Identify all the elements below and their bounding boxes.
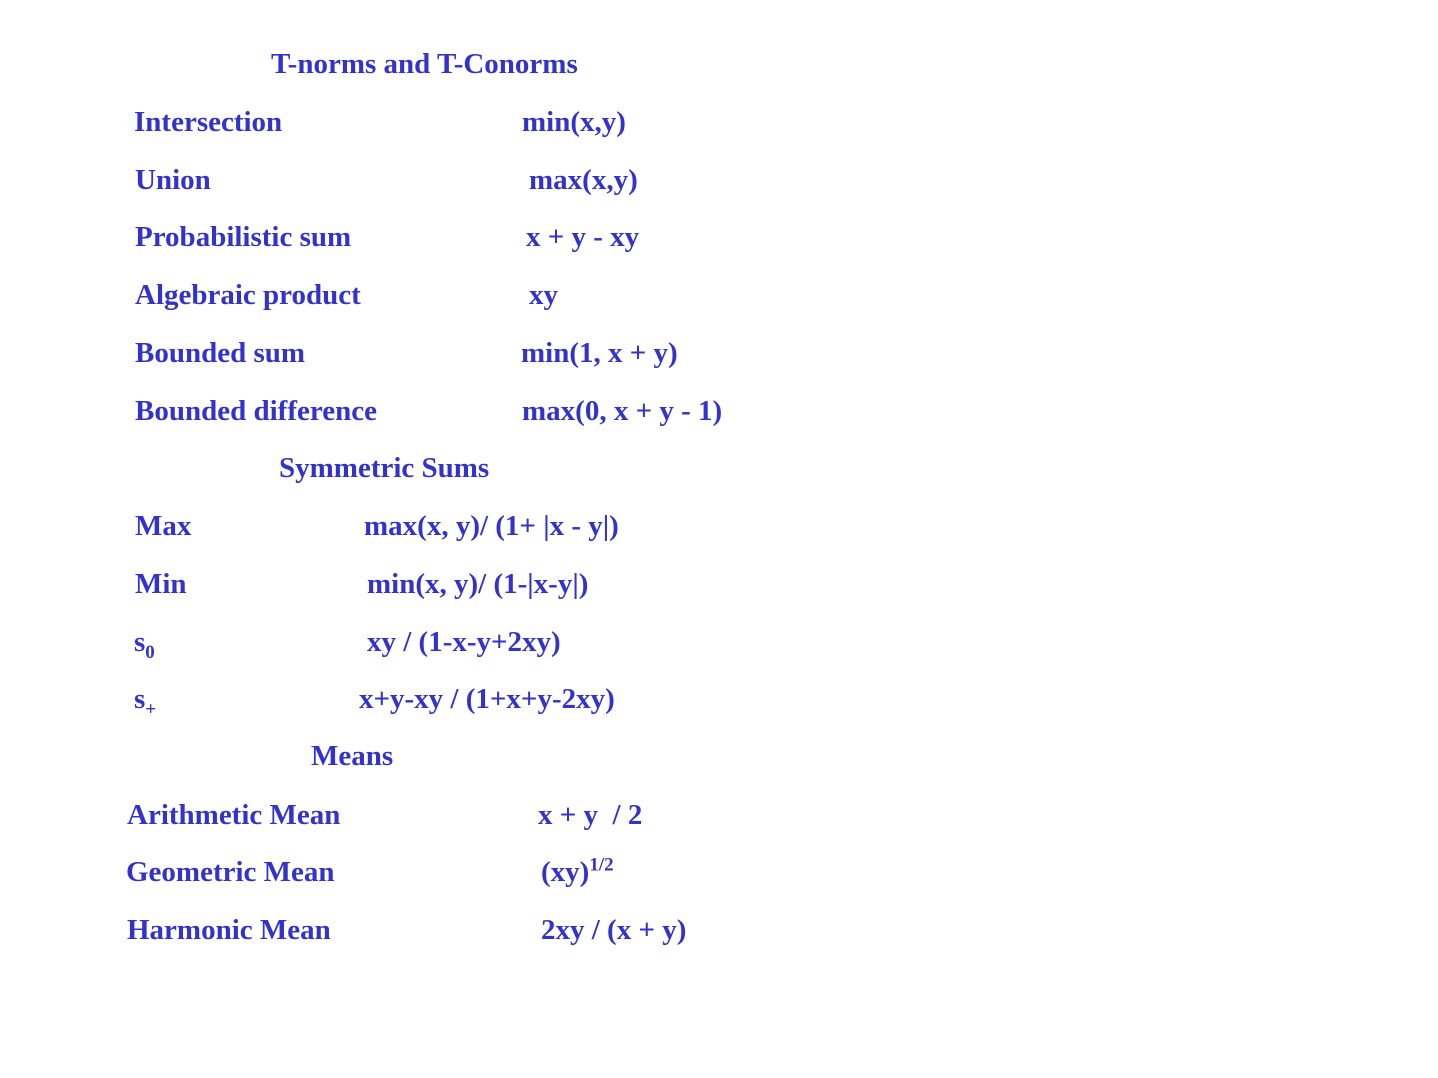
row-formula-splus: x+y-xy / (1+x+y-2xy) — [359, 683, 615, 715]
row-name-bounded-sum: Bounded sum — [135, 337, 306, 369]
means-heading: Means — [311, 740, 394, 772]
geometric-formula-base: (xy) — [541, 856, 590, 888]
row-formula-bounded-difference: max(0, x + y - 1) — [522, 395, 723, 427]
row-name-union: Union — [135, 164, 211, 196]
row-formula-harmonic-mean: 2xy / (x + y) — [541, 914, 687, 946]
row-formula-max: max(x, y)/ (1+ |x - y|) — [364, 510, 619, 542]
s0-subscript: 0 — [145, 641, 155, 663]
row-name-probabilistic-sum: Probabilistic sum — [135, 221, 352, 253]
row-name-min: Min — [135, 568, 187, 600]
row-name-s0 — [134, 626, 155, 663]
row-formula-probabilistic-sum: x + y - xy — [526, 221, 640, 253]
row-formula-intersection: min(x,y) — [522, 106, 626, 138]
row-formula-geometric-mean — [541, 854, 614, 888]
row-name-harmonic-mean: Harmonic Mean — [127, 914, 331, 946]
row-name-bounded-difference: Bounded difference — [135, 395, 377, 427]
geometric-formula-exponent: 1/2 — [589, 854, 614, 876]
splus-base: s — [134, 683, 146, 715]
row-formula-bounded-sum: min(1, x + y) — [521, 337, 678, 369]
row-name-arithmetic-mean: Arithmetic Mean — [127, 799, 341, 831]
tnorms-heading: T-norms and T-Conorms — [271, 48, 578, 80]
row-formula-union: max(x,y) — [529, 164, 638, 196]
row-formula-algebraic-product: xy — [529, 279, 558, 311]
row-name-splus — [134, 683, 157, 720]
row-formula-min: min(x, y)/ (1-|x-y|) — [367, 568, 589, 600]
row-name-algebraic-product: Algebraic product — [135, 279, 361, 311]
row-formula-arithmetic-mean: x + y / 2 — [538, 799, 643, 831]
s0-base: s — [134, 626, 146, 658]
row-name-max: Max — [135, 510, 192, 542]
row-formula-s0: xy / (1-x-y+2xy) — [367, 626, 561, 658]
row-name-geometric-mean: Geometric Mean — [126, 856, 335, 888]
symmetric-heading: Symmetric Sums — [279, 452, 490, 484]
row-name-intersection: Intersection — [134, 106, 283, 138]
splus-subscript: + — [145, 698, 157, 720]
